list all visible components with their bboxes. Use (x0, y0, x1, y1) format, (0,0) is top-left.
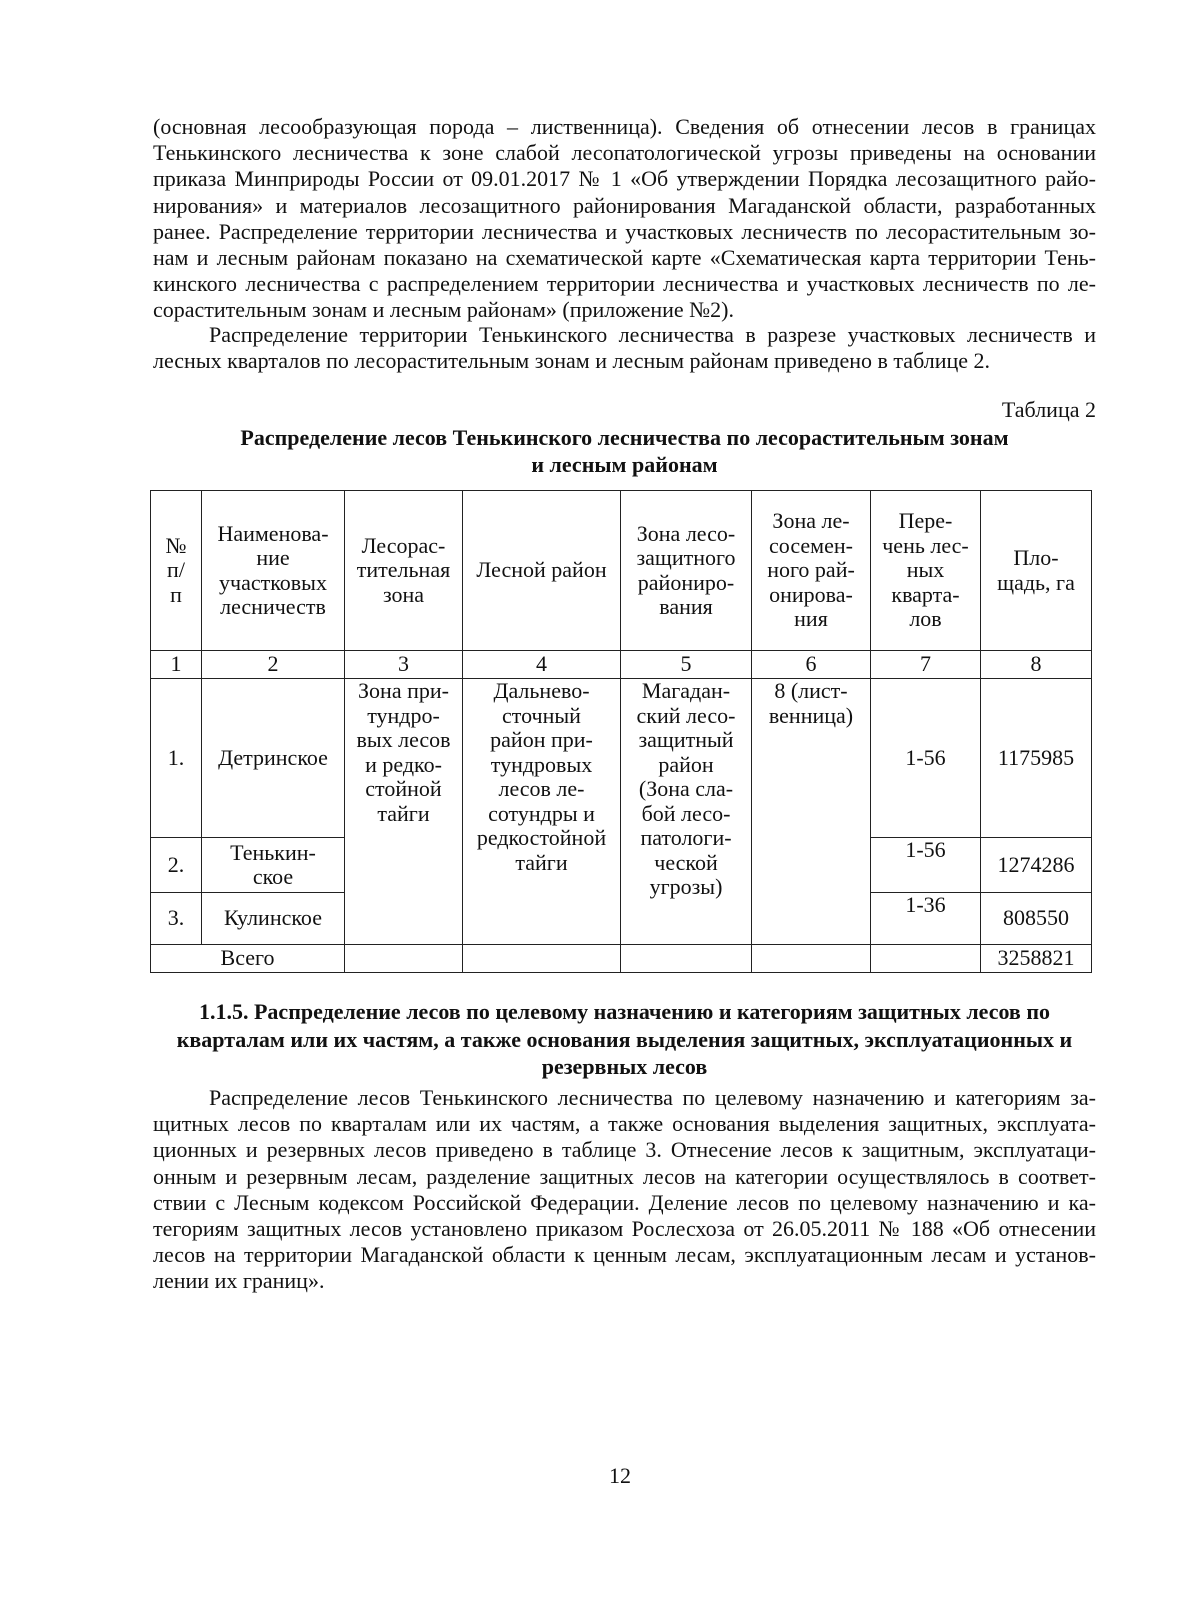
table-title (153, 424, 1096, 478)
header-cell-name: Наименова- ние участковых лесничеств (202, 491, 345, 651)
vegetation-zone-cell: Зона при- тундро- вых лесов и редко- стойной тайги (345, 679, 463, 945)
text-line: Распределение лесов Тенькинского лесничества по целевому назначению и категориям за- (209, 1085, 1096, 1110)
area-cell: 1274286 (981, 838, 1092, 893)
section-heading (153, 998, 1096, 1081)
row-number: 2. (151, 838, 202, 893)
area-cell: 1175985 (981, 679, 1092, 838)
total-row (151, 945, 1092, 973)
text-line: ранее. Распределение территории лесничества и участковых лесничеств по лесорастительным зо- (153, 218, 1096, 244)
text-line: тегориям защитных лесов установлено приказом Рослесхоза от 26.05.2011 № 188 «Об отнесении (153, 1216, 1096, 1242)
area-cell: 808550 (981, 893, 1092, 945)
forest-district-cell: Дальнево- сточный район при- тундровых лесов ле- сотундры и редкостойной тайги (463, 679, 621, 945)
text-line: Тенькинского лесничества к зоне слабой лесопатологической угрозы приведены на основании (153, 140, 1096, 166)
forestry-name: Кулинское (202, 893, 345, 945)
empty-cell (621, 945, 752, 973)
text-line: лении их границ». (153, 1268, 325, 1294)
row-number: 1. (151, 679, 202, 838)
table-header-row (151, 491, 1092, 651)
header-cell-district: Лесной район (463, 491, 621, 651)
heading-line: кварталам или их частям, а также основания выделения защитных, эксплуатационных и (176, 1026, 1073, 1052)
quarters-cell: 1-56 (871, 838, 981, 893)
table-number: Таблица 2 (1001, 397, 1096, 422)
intro-paragraph (153, 114, 1096, 324)
column-number: 2 (202, 651, 345, 679)
header-cell-area: Пло- щадь, га (981, 491, 1092, 651)
empty-cell (463, 945, 621, 973)
text-line: кинского лесничества с распределением территории лесничества и участковых лесничеств по ле- (153, 271, 1096, 297)
column-number: 5 (621, 651, 752, 679)
forest-distribution-table (150, 490, 1092, 973)
text-line: лесов на территории Магаданской области к ценным лесам, эксплуатационным лесам и установ- (153, 1242, 1096, 1268)
forestry-name: Тенькин- ское (202, 838, 345, 893)
text-line: (основная лесообразующая порода – лиственница). Сведения об отнесении лесов в границах (153, 114, 1096, 139)
text-line: сорастительным зонам и лесным районам» (приложение №2). (153, 297, 734, 323)
seed-zone-cell: 8 (лист- венница) (752, 679, 871, 945)
heading-line: резервных лесов (541, 1054, 708, 1079)
empty-cell (871, 945, 981, 973)
column-number: 4 (463, 651, 621, 679)
quarters-cell: 1-56 (871, 679, 981, 838)
column-number-row (151, 651, 1092, 679)
column-number: 3 (345, 651, 463, 679)
text-line: онным и резервным лесам, разделение защитных лесов на категории осуществлялось в соответ- (153, 1163, 1096, 1189)
empty-cell (345, 945, 463, 973)
column-number: 6 (752, 651, 871, 679)
heading-line: 1.1.5. Распределение лесов по целевому назначению и категориям защитных лесов по (198, 999, 1050, 1024)
table-title-line: Распределение лесов Тенькинского лесничества по лесорастительным зонам (240, 425, 1009, 450)
text-line: щитных лесов по кварталам или их частям, а также основания выделения защитных, эксплуата- (153, 1111, 1096, 1137)
table-row (151, 679, 1092, 838)
header-cell-zone: Лесорас- тительная зона (345, 491, 463, 651)
text-line: лесных кварталов по лесорастительным зонам и лесным районам приведено в таблице 2. (153, 348, 990, 374)
table-reference-paragraph (153, 322, 1096, 374)
text-line: нирования» и материалов лесозащитного районирования Магаданской области, разработанных (153, 192, 1096, 218)
forestry-name: Детринское (202, 679, 345, 838)
total-area: 3258821 (981, 945, 1092, 973)
table-title-line: и лесным районам (531, 452, 718, 477)
page-number: 12 (609, 1463, 631, 1488)
text-line: нам и лесным районам показано на схематической карте «Схематическая карта территории Тень- (153, 245, 1096, 271)
row-number: 3. (151, 893, 202, 945)
text-line: Распределение территории Тенькинского лесничества в разрезе участковых лесничеств и (209, 322, 1096, 347)
total-label: Всего (151, 945, 345, 973)
text-line: ствии с Лесным кодексом Российской Федерации. Деление лесов по целевому назначению и ка- (153, 1189, 1096, 1215)
header-cell-quarters: Пере- чень лес- ных кварта- лов (871, 491, 981, 651)
column-number: 8 (981, 651, 1092, 679)
text-line: ционных и резервных лесов приведено в таблице 3. Отнесение лесов к защитным, эксплуатаци- (153, 1137, 1096, 1163)
header-cell-protection-zone: Зона лесо- защитного райониро- вания (621, 491, 752, 651)
protection-zone-cell: Магадан- ский лесо- защитный район (Зона сла- бой лесо- патологи- ческой угрозы) (621, 679, 752, 945)
text-line: приказа Минприроды России от 09.01.2017 № 1 «Об утверждении Порядка лесозащитного райо- (153, 166, 1096, 192)
empty-cell (752, 945, 871, 973)
column-number: 7 (871, 651, 981, 679)
header-cell-number: № п/ п (151, 491, 202, 651)
column-number: 1 (151, 651, 202, 679)
header-cell-seed-zone: Зона ле- сосемен- ного рай- онирова- ния (752, 491, 871, 651)
quarters-cell: 1-36 (871, 893, 981, 945)
section-paragraph (153, 1085, 1096, 1295)
